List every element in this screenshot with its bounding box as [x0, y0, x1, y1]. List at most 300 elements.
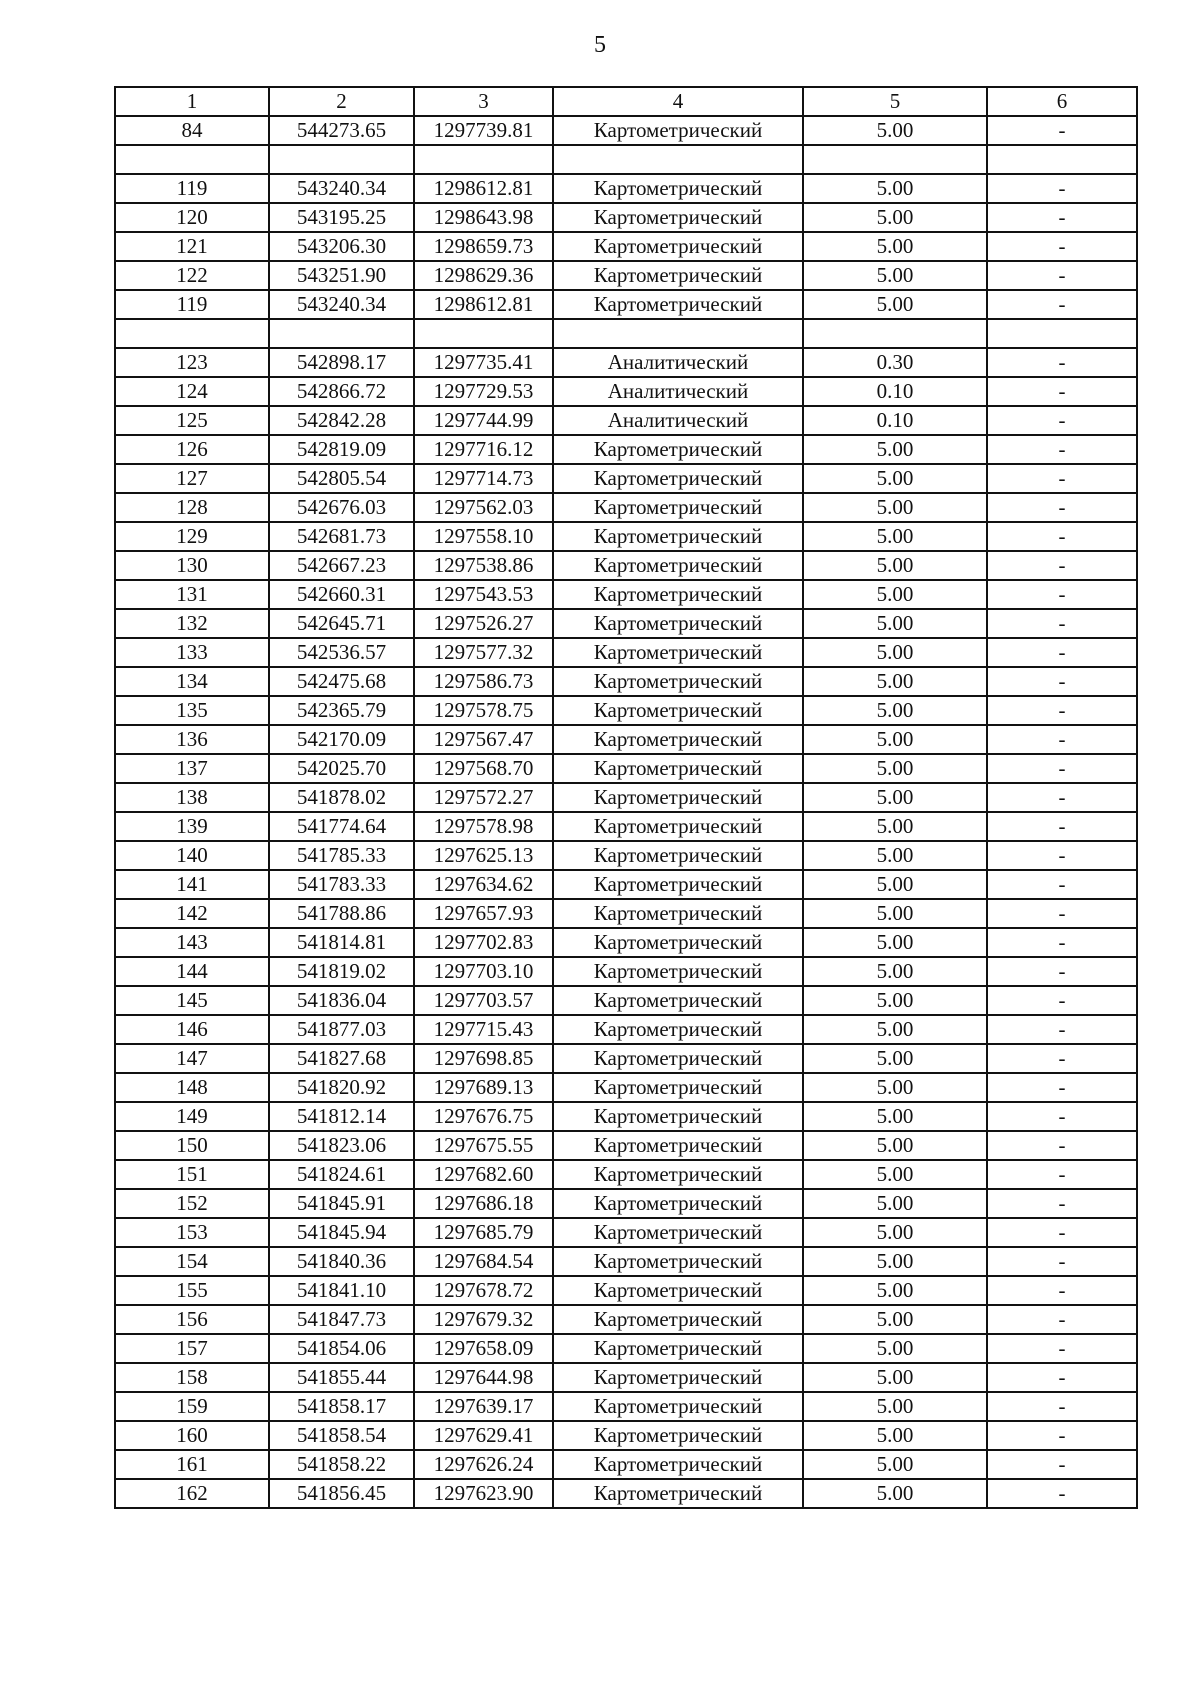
note-cell: - [987, 667, 1137, 696]
accuracy-cell: 5.00 [803, 290, 987, 319]
x-coordinate-cell: 542819.09 [269, 435, 414, 464]
note-cell: - [987, 232, 1137, 261]
accuracy-cell: 5.00 [803, 522, 987, 551]
table-row [115, 725, 1137, 754]
y-coordinate-cell: 1297678.72 [414, 1276, 553, 1305]
accuracy-cell: 5.00 [803, 696, 987, 725]
x-coordinate-cell: 542170.09 [269, 725, 414, 754]
method-cell: Картометрический [553, 754, 803, 783]
table-row [115, 1479, 1137, 1508]
column-header: 6 [987, 87, 1137, 116]
point-number-cell: 141 [115, 870, 269, 899]
point-number-cell: 157 [115, 1334, 269, 1363]
note-cell: - [987, 493, 1137, 522]
y-coordinate-cell: 1297644.98 [414, 1363, 553, 1392]
note-cell: - [987, 1015, 1137, 1044]
point-number-cell: 132 [115, 609, 269, 638]
table-row [115, 1189, 1137, 1218]
note-cell: - [987, 1131, 1137, 1160]
method-cell: Картометрический [553, 870, 803, 899]
point-number-cell: 84 [115, 116, 269, 145]
point-number-cell: 144 [115, 957, 269, 986]
note-cell: - [987, 986, 1137, 1015]
point-number-cell: 147 [115, 1044, 269, 1073]
accuracy-cell: 5.00 [803, 1276, 987, 1305]
method-cell: Картометрический [553, 667, 803, 696]
note-cell: - [987, 464, 1137, 493]
y-coordinate-cell: 1297562.03 [414, 493, 553, 522]
accuracy-cell: 5.00 [803, 493, 987, 522]
point-number-cell [115, 319, 269, 348]
x-coordinate-cell: 541840.36 [269, 1247, 414, 1276]
column-header: 1 [115, 87, 269, 116]
page-number: 5 [594, 32, 606, 58]
accuracy-cell: 5.00 [803, 203, 987, 232]
x-coordinate-cell: 542475.68 [269, 667, 414, 696]
accuracy-cell: 0.10 [803, 377, 987, 406]
table-row [115, 696, 1137, 725]
x-coordinate-cell: 541819.02 [269, 957, 414, 986]
method-cell: Аналитический [553, 377, 803, 406]
y-coordinate-cell: 1297744.99 [414, 406, 553, 435]
accuracy-cell: 5.00 [803, 1305, 987, 1334]
method-cell: Картометрический [553, 1305, 803, 1334]
note-cell: - [987, 522, 1137, 551]
note-cell: - [987, 957, 1137, 986]
y-coordinate-cell: 1297558.10 [414, 522, 553, 551]
accuracy-cell: 5.00 [803, 986, 987, 1015]
point-number-cell: 145 [115, 986, 269, 1015]
point-number-cell: 122 [115, 261, 269, 290]
x-coordinate-cell: 541774.64 [269, 812, 414, 841]
accuracy-cell: 5.00 [803, 841, 987, 870]
point-number-cell: 150 [115, 1131, 269, 1160]
y-coordinate-cell: 1298629.36 [414, 261, 553, 290]
y-coordinate-cell: 1297729.53 [414, 377, 553, 406]
y-coordinate-cell: 1297682.60 [414, 1160, 553, 1189]
y-coordinate-cell: 1297578.75 [414, 696, 553, 725]
point-number-cell: 152 [115, 1189, 269, 1218]
point-number-cell: 161 [115, 1450, 269, 1479]
x-coordinate-cell: 541827.68 [269, 1044, 414, 1073]
table-row [115, 116, 1137, 145]
table-row [115, 1392, 1137, 1421]
accuracy-cell: 5.00 [803, 551, 987, 580]
table-row [115, 1044, 1137, 1073]
x-coordinate-cell: 543206.30 [269, 232, 414, 261]
method-cell: Аналитический [553, 348, 803, 377]
method-cell: Картометрический [553, 928, 803, 957]
method-cell: Картометрический [553, 783, 803, 812]
y-coordinate-cell: 1297629.41 [414, 1421, 553, 1450]
x-coordinate-cell: 541824.61 [269, 1160, 414, 1189]
method-cell: Картометрический [553, 435, 803, 464]
table-row [115, 899, 1137, 928]
method-cell: Картометрический [553, 1276, 803, 1305]
point-number-cell: 149 [115, 1102, 269, 1131]
y-coordinate-cell: 1297634.62 [414, 870, 553, 899]
point-number-cell: 119 [115, 290, 269, 319]
y-coordinate-cell: 1297714.73 [414, 464, 553, 493]
note-cell: - [987, 1189, 1137, 1218]
accuracy-cell: 5.00 [803, 1247, 987, 1276]
method-cell: Картометрический [553, 522, 803, 551]
method-cell: Картометрический [553, 551, 803, 580]
method-cell: Картометрический [553, 986, 803, 1015]
method-cell: Картометрический [553, 609, 803, 638]
y-coordinate-cell: 1297568.70 [414, 754, 553, 783]
x-coordinate-cell: 543240.34 [269, 174, 414, 203]
note-cell: - [987, 870, 1137, 899]
method-cell: Картометрический [553, 841, 803, 870]
point-number-cell: 126 [115, 435, 269, 464]
note-cell [987, 145, 1137, 174]
x-coordinate-cell: 541841.10 [269, 1276, 414, 1305]
method-cell: Картометрический [553, 232, 803, 261]
table-row [115, 638, 1137, 667]
x-coordinate-cell: 541858.54 [269, 1421, 414, 1450]
accuracy-cell: 5.00 [803, 899, 987, 928]
accuracy-cell: 5.00 [803, 928, 987, 957]
y-coordinate-cell: 1297679.32 [414, 1305, 553, 1334]
table-row [115, 870, 1137, 899]
x-coordinate-cell: 541812.14 [269, 1102, 414, 1131]
y-coordinate-cell [414, 319, 553, 348]
y-coordinate-cell: 1297715.43 [414, 1015, 553, 1044]
point-number-cell: 156 [115, 1305, 269, 1334]
point-number-cell: 121 [115, 232, 269, 261]
x-coordinate-cell: 541858.22 [269, 1450, 414, 1479]
table-body [115, 116, 1137, 1508]
x-coordinate-cell: 541845.94 [269, 1218, 414, 1247]
accuracy-cell: 5.00 [803, 667, 987, 696]
table-row [115, 841, 1137, 870]
point-number-cell: 148 [115, 1073, 269, 1102]
accuracy-cell: 5.00 [803, 435, 987, 464]
y-coordinate-cell: 1297735.41 [414, 348, 553, 377]
x-coordinate-cell: 542660.31 [269, 580, 414, 609]
x-coordinate-cell [269, 319, 414, 348]
y-coordinate-cell: 1297684.54 [414, 1247, 553, 1276]
method-cell: Картометрический [553, 1247, 803, 1276]
x-coordinate-cell: 541836.04 [269, 986, 414, 1015]
note-cell: - [987, 174, 1137, 203]
point-number-cell: 143 [115, 928, 269, 957]
method-cell: Картометрический [553, 899, 803, 928]
point-number-cell: 119 [115, 174, 269, 203]
accuracy-cell: 0.30 [803, 348, 987, 377]
note-cell: - [987, 261, 1137, 290]
point-number-cell: 162 [115, 1479, 269, 1508]
point-number-cell: 133 [115, 638, 269, 667]
x-coordinate-cell: 543195.25 [269, 203, 414, 232]
accuracy-cell: 5.00 [803, 957, 987, 986]
note-cell: - [987, 406, 1137, 435]
note-cell: - [987, 1218, 1137, 1247]
table-row [115, 1421, 1137, 1450]
note-cell: - [987, 1479, 1137, 1508]
note-cell: - [987, 1102, 1137, 1131]
table-row [115, 232, 1137, 261]
method-cell: Картометрический [553, 1160, 803, 1189]
method-cell: Картометрический [553, 1044, 803, 1073]
column-header: 3 [414, 87, 553, 116]
point-number-cell: 130 [115, 551, 269, 580]
note-cell: - [987, 1044, 1137, 1073]
accuracy-cell: 5.00 [803, 754, 987, 783]
point-number-cell: 135 [115, 696, 269, 725]
note-cell: - [987, 841, 1137, 870]
method-cell: Картометрический [553, 174, 803, 203]
table-row [115, 348, 1137, 377]
x-coordinate-cell: 541854.06 [269, 1334, 414, 1363]
x-coordinate-cell: 541785.33 [269, 841, 414, 870]
accuracy-cell: 5.00 [803, 1015, 987, 1044]
method-cell: Картометрический [553, 1131, 803, 1160]
method-cell: Картометрический [553, 1421, 803, 1450]
x-coordinate-cell: 543240.34 [269, 290, 414, 319]
x-coordinate-cell: 542805.54 [269, 464, 414, 493]
table-row [115, 464, 1137, 493]
y-coordinate-cell: 1297586.73 [414, 667, 553, 696]
note-cell: - [987, 928, 1137, 957]
table-row [115, 580, 1137, 609]
y-coordinate-cell: 1297567.47 [414, 725, 553, 754]
point-number-cell: 154 [115, 1247, 269, 1276]
accuracy-cell: 5.00 [803, 464, 987, 493]
column-header: 2 [269, 87, 414, 116]
y-coordinate-cell: 1297543.53 [414, 580, 553, 609]
table-header-row [115, 87, 1137, 116]
y-coordinate-cell: 1298659.73 [414, 232, 553, 261]
y-coordinate-cell: 1297698.85 [414, 1044, 553, 1073]
point-number-cell: 134 [115, 667, 269, 696]
method-cell: Картометрический [553, 696, 803, 725]
y-coordinate-cell: 1297626.24 [414, 1450, 553, 1479]
method-cell: Картометрический [553, 1189, 803, 1218]
table-row [115, 145, 1137, 174]
y-coordinate-cell: 1297703.10 [414, 957, 553, 986]
point-number-cell: 131 [115, 580, 269, 609]
table-row [115, 522, 1137, 551]
accuracy-cell: 5.00 [803, 1363, 987, 1392]
y-coordinate-cell: 1297676.75 [414, 1102, 553, 1131]
table-row [115, 1334, 1137, 1363]
accuracy-cell: 5.00 [803, 1189, 987, 1218]
note-cell: - [987, 1305, 1137, 1334]
accuracy-cell: 5.00 [803, 174, 987, 203]
accuracy-cell: 5.00 [803, 1421, 987, 1450]
method-cell: Картометрический [553, 1073, 803, 1102]
x-coordinate-cell: 542025.70 [269, 754, 414, 783]
x-coordinate-cell: 541878.02 [269, 783, 414, 812]
x-coordinate-cell: 543251.90 [269, 261, 414, 290]
table-row [115, 290, 1137, 319]
table-row [115, 493, 1137, 522]
method-cell: Картометрический [553, 464, 803, 493]
accuracy-cell [803, 145, 987, 174]
note-cell: - [987, 1392, 1137, 1421]
note-cell: - [987, 1276, 1137, 1305]
point-number-cell: 136 [115, 725, 269, 754]
y-coordinate-cell: 1297739.81 [414, 116, 553, 145]
table-row [115, 1218, 1137, 1247]
y-coordinate-cell: 1297689.13 [414, 1073, 553, 1102]
method-cell: Картометрический [553, 1479, 803, 1508]
accuracy-cell: 5.00 [803, 1218, 987, 1247]
point-number-cell: 124 [115, 377, 269, 406]
accuracy-cell: 5.00 [803, 261, 987, 290]
y-coordinate-cell: 1297538.86 [414, 551, 553, 580]
table-row [115, 261, 1137, 290]
table-row [115, 377, 1137, 406]
note-cell: - [987, 638, 1137, 667]
x-coordinate-cell: 541823.06 [269, 1131, 414, 1160]
table-row [115, 783, 1137, 812]
accuracy-cell: 5.00 [803, 1160, 987, 1189]
method-cell: Картометрический [553, 725, 803, 754]
point-number-cell: 140 [115, 841, 269, 870]
accuracy-cell: 5.00 [803, 1334, 987, 1363]
x-coordinate-cell: 544273.65 [269, 116, 414, 145]
x-coordinate-cell: 541858.17 [269, 1392, 414, 1421]
note-cell: - [987, 899, 1137, 928]
point-number-cell: 142 [115, 899, 269, 928]
accuracy-cell: 5.00 [803, 638, 987, 667]
accuracy-cell: 5.00 [803, 580, 987, 609]
table-row [115, 609, 1137, 638]
accuracy-cell: 5.00 [803, 232, 987, 261]
table-row [115, 1015, 1137, 1044]
point-number-cell: 127 [115, 464, 269, 493]
note-cell: - [987, 203, 1137, 232]
x-coordinate-cell: 541820.92 [269, 1073, 414, 1102]
accuracy-cell: 5.00 [803, 1131, 987, 1160]
method-cell: Картометрический [553, 290, 803, 319]
y-coordinate-cell: 1297702.83 [414, 928, 553, 957]
table-row [115, 812, 1137, 841]
method-cell: Картометрический [553, 1102, 803, 1131]
point-number-cell: 146 [115, 1015, 269, 1044]
table-row [115, 928, 1137, 957]
method-cell: Картометрический [553, 261, 803, 290]
note-cell: - [987, 1363, 1137, 1392]
table-row [115, 754, 1137, 783]
y-coordinate-cell: 1297685.79 [414, 1218, 553, 1247]
accuracy-cell: 5.00 [803, 1102, 987, 1131]
point-number-cell: 151 [115, 1160, 269, 1189]
table-row [115, 174, 1137, 203]
note-cell: - [987, 1160, 1137, 1189]
method-cell: Картометрический [553, 812, 803, 841]
note-cell: - [987, 290, 1137, 319]
x-coordinate-cell: 541783.33 [269, 870, 414, 899]
table-row [115, 667, 1137, 696]
method-cell: Картометрический [553, 1450, 803, 1479]
point-number-cell: 125 [115, 406, 269, 435]
y-coordinate-cell: 1297625.13 [414, 841, 553, 870]
table-row [115, 1131, 1137, 1160]
table-row [115, 435, 1137, 464]
x-coordinate-cell: 542365.79 [269, 696, 414, 725]
note-cell: - [987, 696, 1137, 725]
x-coordinate-cell: 542676.03 [269, 493, 414, 522]
method-cell: Картометрический [553, 1392, 803, 1421]
note-cell: - [987, 551, 1137, 580]
y-coordinate-cell: 1298612.81 [414, 290, 553, 319]
x-coordinate-cell: 542898.17 [269, 348, 414, 377]
accuracy-cell: 5.00 [803, 1479, 987, 1508]
accuracy-cell: 5.00 [803, 725, 987, 754]
point-number-cell: 137 [115, 754, 269, 783]
coordinates-table [114, 86, 1138, 1509]
y-coordinate-cell: 1297703.57 [414, 986, 553, 1015]
method-cell [553, 145, 803, 174]
method-cell: Картометрический [553, 203, 803, 232]
note-cell: - [987, 1334, 1137, 1363]
method-cell: Картометрический [553, 116, 803, 145]
table-row [115, 1247, 1137, 1276]
point-number-cell [115, 145, 269, 174]
method-cell: Картометрический [553, 1334, 803, 1363]
table-row [115, 1305, 1137, 1334]
y-coordinate-cell: 1297623.90 [414, 1479, 553, 1508]
y-coordinate-cell: 1297578.98 [414, 812, 553, 841]
point-number-cell: 159 [115, 1392, 269, 1421]
note-cell [987, 319, 1137, 348]
x-coordinate-cell: 541814.81 [269, 928, 414, 957]
y-coordinate-cell: 1297675.55 [414, 1131, 553, 1160]
y-coordinate-cell: 1297639.17 [414, 1392, 553, 1421]
note-cell: - [987, 1450, 1137, 1479]
table-row [115, 551, 1137, 580]
note-cell: - [987, 783, 1137, 812]
point-number-cell: 160 [115, 1421, 269, 1450]
note-cell: - [987, 348, 1137, 377]
accuracy-cell: 0.10 [803, 406, 987, 435]
x-coordinate-cell: 542667.23 [269, 551, 414, 580]
x-coordinate-cell: 541877.03 [269, 1015, 414, 1044]
table-row [115, 319, 1137, 348]
point-number-cell: 120 [115, 203, 269, 232]
table-row [115, 957, 1137, 986]
note-cell: - [987, 1247, 1137, 1276]
accuracy-cell [803, 319, 987, 348]
note-cell: - [987, 116, 1137, 145]
note-cell: - [987, 377, 1137, 406]
method-cell: Картометрический [553, 1218, 803, 1247]
point-number-cell: 123 [115, 348, 269, 377]
x-coordinate-cell: 541856.45 [269, 1479, 414, 1508]
y-coordinate-cell: 1297657.93 [414, 899, 553, 928]
note-cell: - [987, 1421, 1137, 1450]
method-cell [553, 319, 803, 348]
point-number-cell: 155 [115, 1276, 269, 1305]
note-cell: - [987, 435, 1137, 464]
note-cell: - [987, 609, 1137, 638]
method-cell: Картометрический [553, 638, 803, 667]
point-number-cell: 138 [115, 783, 269, 812]
x-coordinate-cell [269, 145, 414, 174]
table-row [115, 203, 1137, 232]
accuracy-cell: 5.00 [803, 783, 987, 812]
note-cell: - [987, 725, 1137, 754]
y-coordinate-cell: 1297572.27 [414, 783, 553, 812]
x-coordinate-cell: 541788.86 [269, 899, 414, 928]
table-row [115, 406, 1137, 435]
y-coordinate-cell: 1297716.12 [414, 435, 553, 464]
table-row [115, 1102, 1137, 1131]
